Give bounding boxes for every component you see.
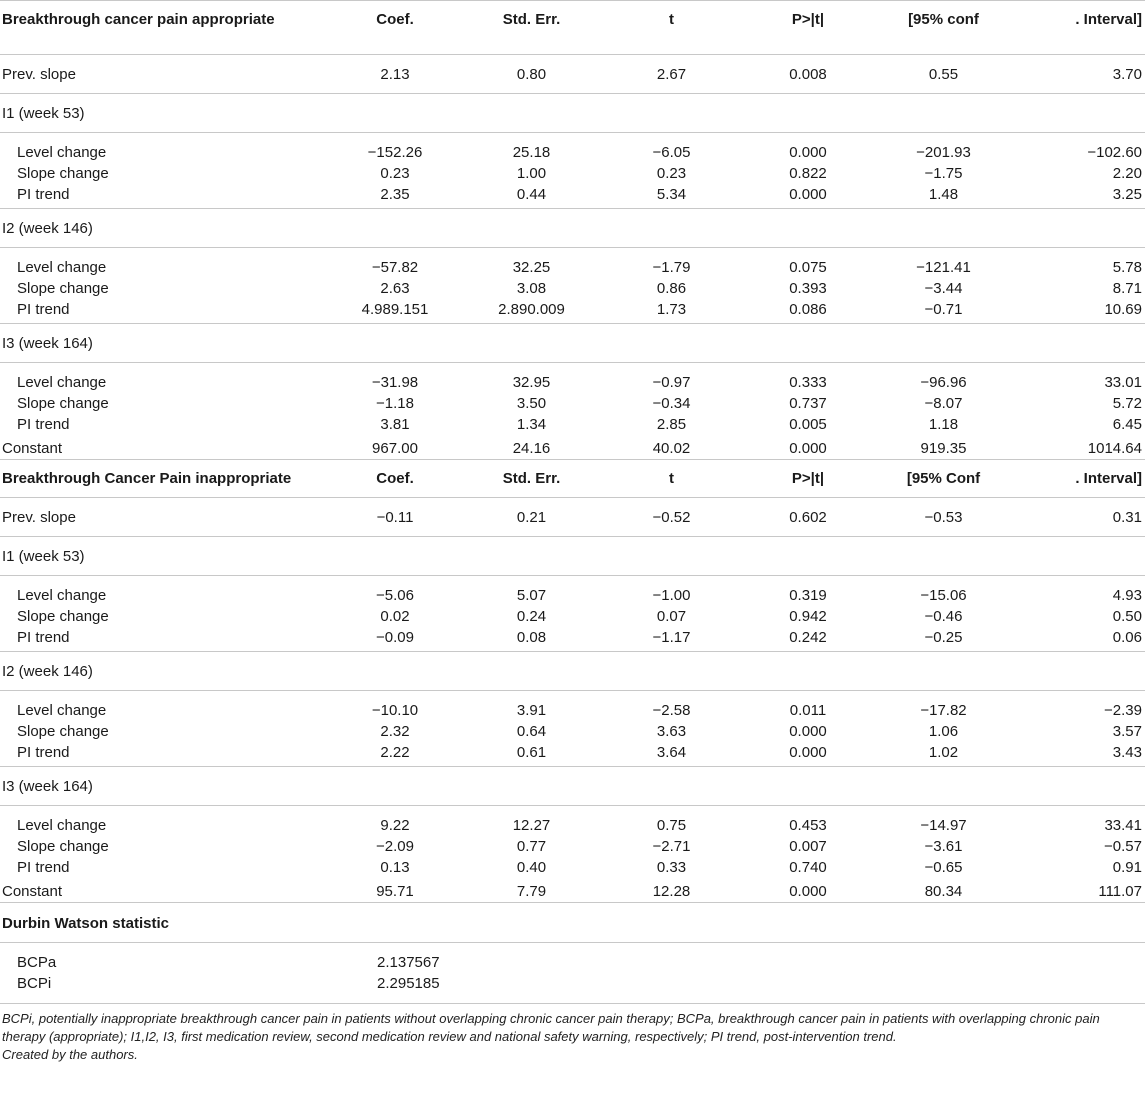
value-cell: 0.000 (789, 883, 827, 900)
value-cell: 2.13 (330, 55, 460, 94)
value-cell: 3.64 (656, 744, 687, 761)
group-title: I1 (week 53) (0, 94, 1145, 133)
row-label: Slope change (17, 395, 109, 412)
value-cell: 0.50 (1112, 608, 1142, 625)
value-cell: −0.57 (1104, 838, 1142, 855)
row-label: Level change (0, 691, 330, 722)
value-cell: 3.91 (460, 691, 603, 722)
prev-slope-row (0, 55, 1145, 94)
value-cell: 0.24 (516, 608, 547, 625)
table-row (0, 248, 1145, 279)
value-cell: 2.63 (380, 280, 410, 297)
value-cell: 0.07 (656, 608, 687, 625)
group-title: I2 (week 146) (0, 209, 1145, 248)
value-cell: 1.02 (928, 744, 959, 761)
value-cell: 1.18 (928, 416, 959, 433)
value-cell: 0.011 (740, 691, 876, 722)
table-row (0, 691, 1145, 722)
durbin-watson-header-row (0, 903, 1145, 943)
table-footnote (0, 1003, 1145, 1064)
value-cell: 3.63 (656, 723, 687, 740)
value-cell: 95.71 (376, 883, 414, 900)
table-row (0, 742, 1145, 767)
value-cell: −0.53 (876, 498, 1011, 537)
value-cell: 0.31 (1011, 498, 1145, 537)
column-header: Coef. (330, 1, 460, 55)
column-header: . Interval] (1011, 1, 1145, 55)
value-cell: −1.75 (924, 165, 963, 182)
value-cell: 0.23 (656, 165, 687, 182)
durbin-watson-title: Durbin Watson statistic (0, 903, 1145, 943)
value-cell: 0.21 (460, 498, 603, 537)
value-cell: 0.086 (789, 301, 827, 318)
value-cell: 0.008 (740, 55, 876, 94)
table-row (0, 606, 1145, 627)
dw-value: 2.137567 (330, 943, 1145, 974)
row-label: Level change (0, 133, 330, 164)
dw-value: 2.295185 (377, 975, 440, 992)
row-label: Level change (0, 576, 330, 607)
table-row (0, 721, 1145, 742)
value-cell: 0.000 (789, 440, 827, 457)
value-cell: 0.242 (789, 629, 827, 646)
table-row (0, 299, 1145, 324)
value-cell: 0.80 (460, 55, 603, 94)
value-cell: 0.44 (516, 186, 547, 203)
value-cell: 0.075 (740, 248, 876, 279)
value-cell: −0.71 (924, 301, 963, 318)
value-cell: −0.09 (376, 629, 414, 646)
value-cell: −2.09 (376, 838, 414, 855)
group-title: I3 (week 164) (0, 767, 1145, 806)
value-cell: 3.70 (1011, 55, 1145, 94)
value-cell: 33.41 (1011, 806, 1145, 837)
column-header: t (603, 460, 740, 498)
value-cell: −96.96 (876, 363, 1011, 394)
value-cell: 2.20 (1112, 165, 1142, 182)
group-title-row (0, 767, 1145, 806)
constant-row (0, 881, 1145, 903)
value-cell: −2.71 (652, 838, 691, 855)
value-cell: 0.453 (740, 806, 876, 837)
value-cell: 80.34 (924, 883, 963, 900)
row-label: PI trend (17, 186, 70, 203)
value-cell: 0.005 (789, 416, 827, 433)
value-cell: 0.007 (789, 838, 827, 855)
value-cell: 2.85 (656, 416, 687, 433)
group-title: I2 (week 146) (0, 652, 1145, 691)
value-cell: 0.000 (789, 723, 827, 740)
value-cell: −2.58 (603, 691, 740, 722)
value-cell: 40.02 (652, 440, 691, 457)
value-cell: 0.40 (516, 859, 547, 876)
table-row (0, 627, 1145, 652)
table-row (0, 576, 1145, 607)
section-title: Breakthrough cancer pain appropriate (0, 1, 330, 55)
row-label: Prev. slope (0, 498, 330, 537)
value-cell: 0.64 (516, 723, 547, 740)
value-cell: 0.86 (656, 280, 687, 297)
value-cell: −3.61 (924, 838, 963, 855)
value-cell: 3.50 (516, 395, 547, 412)
value-cell: 1.48 (928, 186, 959, 203)
value-cell: 25.18 (460, 133, 603, 164)
column-header: [95% Conf (876, 460, 1011, 498)
table-row (0, 857, 1145, 881)
value-cell: −0.52 (603, 498, 740, 537)
value-cell: 0.737 (789, 395, 827, 412)
row-label: Constant (2, 440, 63, 457)
table-row (0, 133, 1145, 164)
value-cell: −152.26 (330, 133, 460, 164)
value-cell: 2.32 (380, 723, 410, 740)
durbin-watson-row (0, 943, 1145, 974)
column-header: P>|t| (740, 1, 876, 55)
row-label: Constant (2, 883, 63, 900)
value-cell: 8.71 (1112, 280, 1142, 297)
footnote-text: BCPi, potentially inappropriate breakthrough cancer pain in patients without overlapping chronic cancer pain therapy; BCPa, breakthrough cancer pain in patients with overlapping chronic pain therapy (appropriate); I1,I2, I3, first medication review, second medication review and national safety warning, respectively; PI trend, post-intervention trend. (2, 1011, 1100, 1044)
column-header: P>|t| (740, 460, 876, 498)
row-label: Slope change (17, 838, 109, 855)
dw-label: BCPa (0, 943, 330, 974)
value-cell: 0.13 (380, 859, 410, 876)
column-header: Std. Err. (460, 460, 603, 498)
value-cell: 0.77 (516, 838, 547, 855)
value-cell: 1.06 (928, 723, 959, 740)
table-row (0, 414, 1145, 438)
group-title-row (0, 652, 1145, 691)
value-cell: −17.82 (876, 691, 1011, 722)
dw-label: BCPi (17, 975, 52, 992)
prev-slope-row (0, 498, 1145, 537)
section-header-row (0, 1, 1145, 55)
row-label: Level change (0, 363, 330, 394)
value-cell: −0.25 (924, 629, 963, 646)
value-cell: 0.33 (656, 859, 687, 876)
row-label: Level change (0, 248, 330, 279)
value-cell: 5.72 (1112, 395, 1142, 412)
value-cell: 0.822 (789, 165, 827, 182)
value-cell: 5.78 (1011, 248, 1145, 279)
value-cell: 1.73 (656, 301, 687, 318)
value-cell: 3.25 (1112, 186, 1142, 203)
value-cell: 0.08 (516, 629, 547, 646)
value-cell: 3.81 (380, 416, 410, 433)
value-cell: 12.28 (652, 883, 691, 900)
row-label: Slope change (17, 608, 109, 625)
value-cell: −1.79 (603, 248, 740, 279)
value-cell: 1.34 (516, 416, 547, 433)
value-cell: 0.02 (380, 608, 410, 625)
value-cell: 1014.64 (1087, 440, 1142, 457)
value-cell: 10.69 (1104, 301, 1142, 318)
value-cell: 0.23 (380, 165, 410, 182)
value-cell: −2.39 (1011, 691, 1145, 722)
value-cell: 111.07 (1098, 883, 1142, 900)
value-cell: 24.16 (512, 440, 551, 457)
value-cell: 2.67 (603, 55, 740, 94)
value-cell: −0.34 (652, 395, 691, 412)
value-cell: 0.319 (740, 576, 876, 607)
value-cell: 33.01 (1011, 363, 1145, 394)
value-cell: −1.00 (603, 576, 740, 607)
table-row (0, 393, 1145, 414)
column-header: t (603, 1, 740, 55)
value-cell: 3.43 (1112, 744, 1142, 761)
value-cell: 0.61 (516, 744, 547, 761)
table-row (0, 163, 1145, 184)
value-cell: 0.75 (603, 806, 740, 837)
table-row (0, 363, 1145, 394)
value-cell: 919.35 (920, 440, 967, 457)
column-header: Coef. (330, 460, 460, 498)
value-cell: −10.10 (330, 691, 460, 722)
row-label: PI trend (17, 629, 70, 646)
value-cell: 12.27 (460, 806, 603, 837)
value-cell: 6.45 (1112, 416, 1142, 433)
value-cell: 3.57 (1112, 723, 1142, 740)
row-label: PI trend (17, 416, 70, 433)
value-cell: 2.35 (380, 186, 410, 203)
value-cell: 967.00 (372, 440, 418, 457)
value-cell: −1.18 (376, 395, 414, 412)
section-title: Breakthrough Cancer Pain inappropriate (0, 460, 330, 498)
value-cell: −0.97 (603, 363, 740, 394)
value-cell: −201.93 (876, 133, 1011, 164)
value-cell: 4.989.151 (361, 301, 429, 318)
row-label: PI trend (17, 301, 70, 318)
value-cell: −31.98 (330, 363, 460, 394)
constant-row (0, 438, 1145, 460)
value-cell: 32.25 (460, 248, 603, 279)
value-cell: 0.06 (1112, 629, 1142, 646)
row-label: Slope change (17, 723, 109, 740)
value-cell: −8.07 (924, 395, 963, 412)
value-cell: −15.06 (876, 576, 1011, 607)
value-cell: 0.333 (740, 363, 876, 394)
table-row (0, 184, 1145, 209)
value-cell: 4.93 (1011, 576, 1145, 607)
row-label: Prev. slope (0, 55, 330, 94)
value-cell: −1.17 (652, 629, 691, 646)
value-cell: 0.602 (740, 498, 876, 537)
table-row (0, 836, 1145, 857)
row-label: Level change (0, 806, 330, 837)
column-header: [95% conf (876, 1, 1011, 55)
value-cell: 1.00 (516, 165, 547, 182)
value-cell: −121.41 (876, 248, 1011, 279)
value-cell: −57.82 (330, 248, 460, 279)
value-cell: 0.55 (876, 55, 1011, 94)
value-cell: −6.05 (603, 133, 740, 164)
value-cell: 0.000 (789, 186, 827, 203)
value-cell: 0.393 (789, 280, 827, 297)
row-label: PI trend (17, 859, 70, 876)
value-cell: −0.46 (924, 608, 963, 625)
table-row (0, 278, 1145, 299)
group-title: I1 (week 53) (0, 537, 1145, 576)
value-cell: −5.06 (330, 576, 460, 607)
value-cell: −14.97 (876, 806, 1011, 837)
value-cell: 0.000 (789, 744, 827, 761)
group-title-row (0, 537, 1145, 576)
value-cell: 7.79 (516, 883, 547, 900)
row-label: Slope change (17, 280, 109, 297)
value-cell: −3.44 (924, 280, 963, 297)
value-cell: 0.91 (1112, 859, 1142, 876)
value-cell: −102.60 (1011, 133, 1145, 164)
table-row (0, 806, 1145, 837)
group-title-row (0, 324, 1145, 363)
column-header: . Interval] (1011, 460, 1145, 498)
group-title-row (0, 209, 1145, 248)
value-cell: −0.11 (330, 498, 460, 537)
value-cell: 32.95 (460, 363, 603, 394)
value-cell: 5.07 (460, 576, 603, 607)
group-title-row (0, 94, 1145, 133)
value-cell: 2.890.009 (498, 301, 565, 318)
durbin-watson-row (0, 973, 1145, 1003)
value-cell: 3.08 (516, 280, 547, 297)
value-cell: −0.65 (924, 859, 963, 876)
column-header: Std. Err. (460, 1, 603, 55)
value-cell: 9.22 (330, 806, 460, 837)
row-label: PI trend (17, 744, 70, 761)
value-cell: 5.34 (656, 186, 687, 203)
value-cell: 0.942 (789, 608, 827, 625)
credit-text: Created by the authors. (2, 1047, 138, 1062)
value-cell: 0.000 (740, 133, 876, 164)
group-title: I3 (week 164) (0, 324, 1145, 363)
value-cell: 2.22 (380, 744, 410, 761)
section-header-row (0, 460, 1145, 498)
row-label: Slope change (17, 165, 109, 182)
value-cell: 0.740 (789, 859, 827, 876)
